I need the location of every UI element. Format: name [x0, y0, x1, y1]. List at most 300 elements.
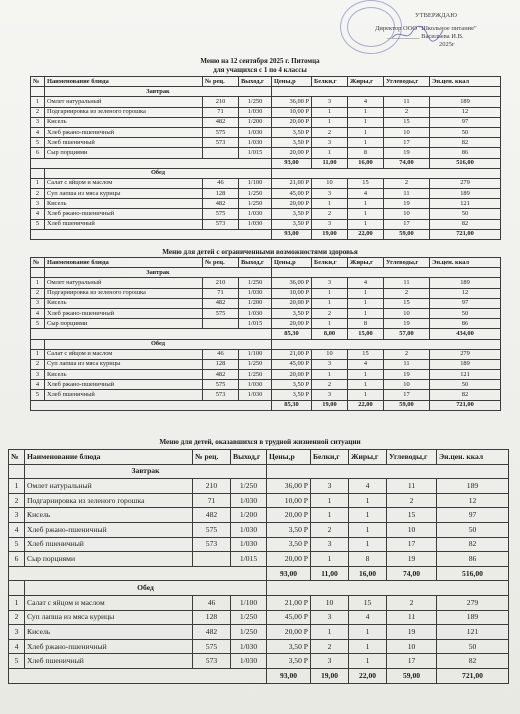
cell-rec: 573	[203, 390, 239, 400]
cell-num: 2	[9, 610, 25, 625]
cell-out: 1/030	[239, 288, 272, 298]
cell-rec: 482	[203, 117, 239, 127]
cell-out: 1/030	[239, 209, 272, 219]
cell-rec: 71	[203, 288, 239, 298]
cell-dish-name: Омлет натуральный	[45, 278, 203, 288]
cell-prot: 1	[312, 370, 348, 380]
table-row	[31, 380, 501, 390]
cell-out: 1/250	[239, 278, 272, 288]
cell-carb: 15	[384, 117, 430, 127]
cell-energy: 279	[437, 595, 509, 610]
total-p: 11,00	[312, 158, 348, 168]
cell-num: 6	[31, 148, 45, 158]
cell-energy: 12	[430, 107, 501, 117]
col-fat: Жиры,г	[348, 77, 384, 87]
cell-rec: 575	[193, 522, 231, 537]
section3-title: Меню для детей, оказавшихся в трудной жизненной ситуации	[159, 438, 361, 446]
total-f: 22,00	[348, 400, 384, 410]
cell-carb: 15	[387, 508, 437, 523]
cell-dish-name: Кисель	[25, 625, 193, 640]
total-c: 57,00	[384, 329, 430, 339]
menu-table-tzhs	[8, 449, 509, 684]
cell-rec	[203, 148, 239, 158]
cell-price: 3,50 Р	[267, 639, 311, 654]
cell-carb: 19	[387, 552, 437, 567]
cell-num: 2	[31, 288, 45, 298]
cell-out: 1/015	[239, 319, 272, 329]
cell-out: 1/030	[239, 308, 272, 318]
cell-num: 1	[31, 349, 45, 359]
table-row	[31, 298, 501, 308]
cell-carb: 11	[384, 359, 430, 369]
cell-price: 3,50 Р	[267, 654, 311, 669]
meal-label: Завтрак	[25, 464, 267, 479]
cell-prot: 3	[311, 654, 349, 669]
cell-rec: 46	[193, 595, 231, 610]
cell-out: 1/015	[239, 148, 272, 158]
cell-energy: 121	[430, 199, 501, 209]
meal-spacer	[272, 87, 501, 97]
cell-num: 4	[9, 639, 25, 654]
table-row	[31, 138, 501, 148]
cell-fat: 1	[349, 639, 387, 654]
cell-price: 20,00 Р	[272, 199, 312, 209]
cell-prot: 3	[312, 97, 348, 107]
cell-fat: 4	[349, 610, 387, 625]
cell-price: 20,00 Р	[272, 148, 312, 158]
cell-price: 45,00 Р	[272, 189, 312, 199]
total-e: 434,00	[430, 329, 501, 339]
cell-num: 1	[9, 479, 25, 494]
cell-prot: 2	[311, 522, 349, 537]
cell-out: 1/100	[239, 178, 272, 188]
cell-energy: 82	[430, 390, 501, 400]
meal-spacer	[31, 339, 45, 349]
cell-num: 2	[31, 189, 45, 199]
cell-rec: 575	[193, 639, 231, 654]
col-energy: Эн.цен. ккал	[437, 450, 509, 465]
cell-energy: 97	[437, 508, 509, 523]
cell-out: 1/250	[231, 479, 267, 494]
total-spacer	[31, 329, 272, 339]
table-row	[9, 639, 509, 654]
col-num: №	[31, 77, 45, 87]
cell-energy: 82	[437, 537, 509, 552]
cell-carb: 19	[384, 319, 430, 329]
cell-dish-name: Кисель	[25, 508, 193, 523]
cell-carb: 10	[384, 308, 430, 318]
cell-dish-name: Суп лапша из мяса курицы	[45, 359, 203, 369]
table-row	[31, 117, 501, 127]
cell-out: 1/030	[239, 138, 272, 148]
cell-dish-name: Подгарнировка из зеленого горошка	[25, 493, 193, 508]
cell-energy: 189	[430, 97, 501, 107]
cell-num: 1	[31, 278, 45, 288]
cell-prot: 3	[312, 138, 348, 148]
meal-label: Завтрак	[45, 87, 272, 97]
total-c: 59,00	[384, 400, 430, 410]
meal-spacer	[9, 581, 25, 596]
cell-dish-name: Кисель	[45, 298, 203, 308]
cell-num: 3	[31, 117, 45, 127]
cell-energy: 121	[437, 625, 509, 640]
cell-price: 21,00 Р	[272, 349, 312, 359]
col-name: Наименование блюда	[45, 77, 203, 87]
cell-energy: 50	[437, 639, 509, 654]
table-row	[31, 97, 501, 107]
cell-carb: 15	[384, 298, 430, 308]
cell-carb: 2	[387, 493, 437, 508]
cell-energy: 86	[437, 552, 509, 567]
cell-fat: 1	[348, 390, 384, 400]
cell-rec: 482	[193, 508, 231, 523]
meal-spacer	[31, 268, 45, 278]
total-f: 16,00	[348, 158, 384, 168]
cell-fat: 1	[348, 370, 384, 380]
cell-rec: 573	[203, 219, 239, 229]
cell-prot: 2	[312, 127, 348, 137]
table-row	[9, 479, 509, 494]
cell-prot: 1	[311, 625, 349, 640]
total-row	[31, 158, 501, 168]
cell-out: 1/250	[231, 610, 267, 625]
col-rec: № рец.	[193, 450, 231, 465]
cell-prot: 1	[312, 117, 348, 127]
cell-out: 1/030	[231, 537, 267, 552]
table-row	[31, 319, 501, 329]
total-p: 19,00	[312, 229, 348, 239]
cell-fat: 1	[349, 508, 387, 523]
cell-rec: 71	[203, 107, 239, 117]
cell-fat: 1	[348, 199, 384, 209]
cell-rec: 128	[203, 189, 239, 199]
cell-dish-name: Омлет натуральный	[45, 97, 203, 107]
cell-price: 3,50 Р	[267, 522, 311, 537]
cell-price: 36,00 Р	[272, 278, 312, 288]
cell-dish-name: Кисель	[45, 199, 203, 209]
col-carb: Углеводы,г	[384, 258, 430, 268]
cell-fat: 1	[349, 654, 387, 669]
cell-rec: 573	[203, 138, 239, 148]
cell-carb: 2	[384, 178, 430, 188]
cell-num: 3	[9, 508, 25, 523]
col-name: Наименование блюда	[45, 258, 203, 268]
cell-num: 4	[9, 522, 25, 537]
total-e: 721,00	[430, 400, 501, 410]
cell-price: 3,50 Р	[272, 390, 312, 400]
cell-num: 1	[31, 97, 45, 107]
cell-rec: 128	[193, 610, 231, 625]
cell-carb: 19	[384, 199, 430, 209]
col-prot: Белки,г	[311, 450, 349, 465]
cell-rec: 573	[193, 537, 231, 552]
cell-carb: 19	[384, 148, 430, 158]
total-price: 93,00	[267, 668, 311, 683]
cell-rec: 482	[193, 625, 231, 640]
total-c: 74,00	[387, 566, 437, 581]
cell-prot: 3	[312, 390, 348, 400]
cell-price: 3,50 Р	[272, 138, 312, 148]
total-spacer	[9, 668, 267, 683]
meal-row	[31, 339, 501, 349]
approval-director: Директор ООО "Школьное питание"	[375, 25, 477, 32]
cell-rec: 575	[203, 209, 239, 219]
cell-carb: 19	[387, 625, 437, 640]
col-name: Наименование блюда	[25, 450, 193, 465]
cell-energy: 50	[430, 380, 501, 390]
cell-prot: 3	[312, 278, 348, 288]
cell-dish-name: Сыр порциями	[25, 552, 193, 567]
cell-price: 36,00 Р	[267, 479, 311, 494]
cell-fat: 8	[349, 552, 387, 567]
cell-dish-name: Хлеб пшеничный	[45, 390, 203, 400]
cell-num: 3	[31, 298, 45, 308]
meal-spacer	[272, 268, 501, 278]
cell-fat: 15	[348, 349, 384, 359]
cell-fat: 8	[348, 148, 384, 158]
cell-out: 1/250	[231, 625, 267, 640]
cell-dish-name: Салат с яйцом и маслом	[45, 178, 203, 188]
total-row	[31, 329, 501, 339]
cell-rec: 128	[203, 359, 239, 369]
col-out: Выход,г	[239, 258, 272, 268]
cell-energy: 82	[430, 138, 501, 148]
cell-price: 21,00 Р	[272, 178, 312, 188]
cell-rec	[193, 552, 231, 567]
cell-prot: 3	[312, 189, 348, 199]
cell-num: 1	[9, 595, 25, 610]
col-prot: Белки,г	[312, 77, 348, 87]
table-row	[31, 390, 501, 400]
page-subtitle: для учащихся с 1 по 4 классы	[213, 66, 307, 74]
cell-dish-name: Кисель	[45, 370, 203, 380]
total-spacer	[9, 566, 267, 581]
cell-prot: 1	[311, 493, 349, 508]
cell-price: 20,00 Р	[272, 370, 312, 380]
cell-energy: 189	[430, 278, 501, 288]
cell-carb: 11	[384, 97, 430, 107]
cell-energy: 86	[430, 319, 501, 329]
col-carb: Углеводы,г	[387, 450, 437, 465]
cell-num: 2	[31, 359, 45, 369]
cell-price: 10,00 Р	[267, 493, 311, 508]
cell-energy: 12	[430, 288, 501, 298]
cell-prot: 1	[312, 199, 348, 209]
cell-fat: 1	[348, 117, 384, 127]
col-fat: Жиры,г	[348, 258, 384, 268]
cell-prot: 2	[312, 380, 348, 390]
cell-dish-name: Кисель	[45, 117, 203, 127]
table-row	[31, 199, 501, 209]
cell-price: 3,50 Р	[272, 380, 312, 390]
cell-prot: 2	[312, 209, 348, 219]
total-row	[31, 229, 501, 239]
cell-fat: 1	[349, 493, 387, 508]
cell-rec: 482	[203, 199, 239, 209]
total-p: 8,00	[312, 329, 348, 339]
cell-out: 1/200	[239, 117, 272, 127]
table-row	[9, 625, 509, 640]
cell-out: 1/100	[231, 595, 267, 610]
meal-spacer	[272, 168, 501, 178]
total-price: 93,00	[272, 158, 312, 168]
cell-fat: 1	[349, 522, 387, 537]
col-rec: № рец.	[203, 77, 239, 87]
cell-out: 1/250	[239, 370, 272, 380]
table-row	[31, 148, 501, 158]
cell-carb: 2	[384, 288, 430, 298]
cell-fat: 1	[348, 298, 384, 308]
cell-price: 45,00 Р	[272, 359, 312, 369]
cell-fat: 1	[348, 127, 384, 137]
col-fat: Жиры,г	[349, 450, 387, 465]
cell-rec: 482	[203, 370, 239, 380]
total-spacer	[31, 400, 272, 410]
cell-rec: 46	[203, 178, 239, 188]
cell-prot: 1	[312, 107, 348, 117]
cell-out: 1/030	[239, 380, 272, 390]
cell-energy: 50	[430, 308, 501, 318]
col-energy: Эн.цен. ккал	[430, 77, 501, 87]
cell-price: 20,00 Р	[272, 319, 312, 329]
cell-rec: 482	[203, 298, 239, 308]
cell-prot: 1	[312, 319, 348, 329]
meal-spacer	[9, 464, 25, 479]
cell-fat: 4	[348, 278, 384, 288]
meal-row	[31, 268, 501, 278]
cell-rec: 210	[203, 278, 239, 288]
table-row	[31, 359, 501, 369]
cell-dish-name: Хлеб пшеничный	[25, 654, 193, 669]
cell-out: 1/030	[239, 390, 272, 400]
cell-out: 1/200	[231, 508, 267, 523]
col-num: №	[31, 258, 45, 268]
cell-carb: 2	[387, 595, 437, 610]
cell-rec: 71	[193, 493, 231, 508]
cell-dish-name: Сыр порциями	[45, 148, 203, 158]
cell-price: 3,50 Р	[272, 308, 312, 318]
col-num: №	[9, 450, 25, 465]
total-p: 11,00	[311, 566, 349, 581]
total-c: 74,00	[384, 158, 430, 168]
total-row	[9, 566, 509, 581]
cell-carb: 10	[384, 209, 430, 219]
cell-dish-name: Хлеб ржано-пшеничный	[25, 522, 193, 537]
cell-num: 4	[31, 209, 45, 219]
menu-table-main	[30, 76, 501, 240]
cell-energy: 189	[430, 359, 501, 369]
cell-prot: 3	[311, 610, 349, 625]
cell-fat: 15	[349, 595, 387, 610]
cell-dish-name: Хлеб пшеничный	[25, 537, 193, 552]
col-price: Цены,р	[267, 450, 311, 465]
table-row	[31, 308, 501, 318]
cell-out: 1/250	[239, 199, 272, 209]
cell-fat: 1	[348, 308, 384, 318]
section2-title: Меню для детей с ограниченными возможностями здоровья	[162, 248, 358, 256]
cell-rec: 210	[203, 97, 239, 107]
total-price: 93,00	[272, 229, 312, 239]
cell-carb: 11	[387, 479, 437, 494]
total-e: 721,00	[437, 668, 509, 683]
cell-price: 3,50 Р	[272, 209, 312, 219]
cell-energy: 50	[430, 127, 501, 137]
cell-dish-name: Подгарнировка из зеленого горошка	[45, 107, 203, 117]
cell-prot: 3	[312, 359, 348, 369]
cell-price: 20,00 Р	[272, 117, 312, 127]
cell-dish-name: Омлет натуральный	[25, 479, 193, 494]
cell-out: 1/030	[231, 493, 267, 508]
cell-price: 3,50 Р	[267, 537, 311, 552]
cell-out: 1/030	[231, 522, 267, 537]
meal-label: Обед	[45, 168, 272, 178]
cell-num: 2	[31, 107, 45, 117]
approval-year: 2025г	[439, 41, 455, 48]
meal-spacer	[272, 339, 501, 349]
cell-carb: 11	[387, 610, 437, 625]
cell-fat: 1	[348, 380, 384, 390]
cell-fat: 4	[349, 479, 387, 494]
cell-num: 5	[31, 319, 45, 329]
total-spacer	[31, 229, 272, 239]
cell-dish-name: Сыр порциями	[45, 319, 203, 329]
cell-energy: 82	[430, 219, 501, 229]
cell-carb: 10	[384, 127, 430, 137]
cell-rec: 575	[203, 380, 239, 390]
cell-energy: 189	[437, 610, 509, 625]
cell-out: 1/250	[239, 97, 272, 107]
table-row	[31, 209, 501, 219]
cell-energy: 279	[430, 349, 501, 359]
total-p: 19,00	[312, 400, 348, 410]
cell-num: 1	[31, 178, 45, 188]
meal-spacer	[31, 168, 45, 178]
cell-out: 1/100	[239, 349, 272, 359]
col-rec: № рец.	[203, 258, 239, 268]
cell-num: 3	[31, 370, 45, 380]
meal-label: Обед	[25, 581, 267, 596]
cell-dish-name: Хлеб ржано-пшеничный	[45, 209, 203, 219]
cell-fat: 1	[348, 138, 384, 148]
cell-out: 1/015	[231, 552, 267, 567]
cell-prot: 1	[312, 148, 348, 158]
cell-energy: 121	[430, 370, 501, 380]
total-p: 19,00	[311, 668, 349, 683]
cell-prot: 3	[312, 219, 348, 229]
cell-dish-name: Подгарнировка из зеленого горошка	[45, 288, 203, 298]
table-row	[31, 370, 501, 380]
cell-carb: 17	[387, 537, 437, 552]
cell-price: 3,50 Р	[272, 219, 312, 229]
table-row	[9, 493, 509, 508]
cell-price: 20,00 Р	[267, 552, 311, 567]
table-row	[9, 508, 509, 523]
cell-energy: 82	[437, 654, 509, 669]
col-out: Выход,г	[231, 450, 267, 465]
cell-price: 10,00 Р	[272, 288, 312, 298]
cell-carb: 17	[387, 654, 437, 669]
cell-num: 5	[31, 390, 45, 400]
meal-row	[31, 87, 501, 97]
total-spacer	[31, 158, 272, 168]
cell-fat: 1	[348, 288, 384, 298]
cell-price: 3,50 Р	[272, 127, 312, 137]
meal-spacer	[267, 581, 509, 596]
meal-spacer	[267, 464, 509, 479]
cell-num: 4	[31, 380, 45, 390]
meal-row	[9, 464, 509, 479]
table-row	[9, 552, 509, 567]
